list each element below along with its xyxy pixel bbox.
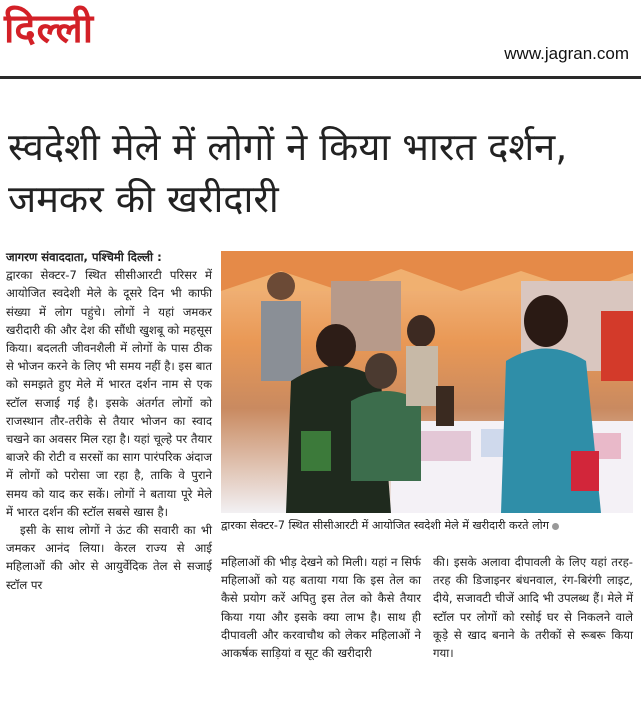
caption-bullet-icon — [552, 523, 559, 530]
fair-photo — [221, 251, 633, 513]
byline: जागरण संवाददाता, पश्चिमी दिल्ली : — [6, 250, 162, 264]
header-divider — [0, 76, 641, 79]
article-paragraph-2: इसी के साथ लोगों ने ऊंट की सवारी का भी जमकर आनंद लिया। केरल राज्य से आई महिलाओं की ओर से आयुर्वेदिक तेल से सजाई स्टॉल पर — [6, 523, 212, 592]
article-paragraph-3: महिलाओं की भीड़ देखने को मिली। यहां न सिर्फ महिलाओं को यह बताया गया कि इस तेल का कैसे प्रयोग करें अपितु इस तेल को कैसे तैयार किया गया और इसके क्या लाभ है। साथ ही दीपावली और करवाचौथ को लेकर महिलाओं ने आकर्षक साड़ियां व सूट की खरीदारी — [221, 555, 421, 661]
article-column-1 — [6, 248, 212, 594]
site-url: www.jagran.com — [504, 44, 629, 63]
photo-caption — [221, 518, 633, 534]
article-paragraph-1: द्वारका सेक्टर-7 स्थित सीसीआरटी परिसर में आयोजित स्वदेशी मेले के दूसरे दिन भी काफी संख्या में लोग पहुंचे। लोगों ने यहां जमकर खरीदारी की और देश की सौंधी खुशबू को महसूस किया। बदलती जीवनशैली में लोगों के पास ठीक से भोजन करने के लिए भी समय नहीं है। इस बात को समझते हुए मेले में भारत दर्शन नाम से एक स्टॉल सजाई गई है। इसके अंतर्गत लोगों को राजस्थान तौर-तरीके से तैयार भोजन का स्वाद चखने का अवसर मिल रहा है। यहां चूल्हे पर तैयार बाजरे की रोटी व सरसों का साग पारंपरिक अंदाज में लोगों को परोसा जा रहा है, ताकि वे पुराने समय को याद कर सकें। लोगों ने बताया पूरे मेले में भारत दर्शन की स्टॉल सबसे खास है। — [6, 268, 212, 519]
article-column-2 — [221, 553, 421, 662]
article-column-3 — [433, 553, 633, 662]
article-paragraph-4: की। इसके अलावा दीपावली के लिए यहां तरह-तरह की डिजाइनर बंधनवाल, रंग-बिरंगी लाइट, दीये, सजावटी चीजें आदि भी उपलब्ध हैं। मेले में स्टॉल पर लोगों को रसोई घर से निकलने वाले कूड़े से खाद बनाने के तरीकों से रूबरू किया गया। — [433, 555, 633, 661]
photo-caption-text: द्वारका सेक्टर-7 स्थित सीसीआरटी में आयोजित स्वदेशी मेले में खरीदारी करते लोग — [221, 519, 549, 532]
section-title: दिल्ली — [4, 6, 95, 52]
headline: स्वदेशी मेले में लोगों ने किया भारत दर्शन, जमकर की खरीदारी — [8, 125, 568, 222]
